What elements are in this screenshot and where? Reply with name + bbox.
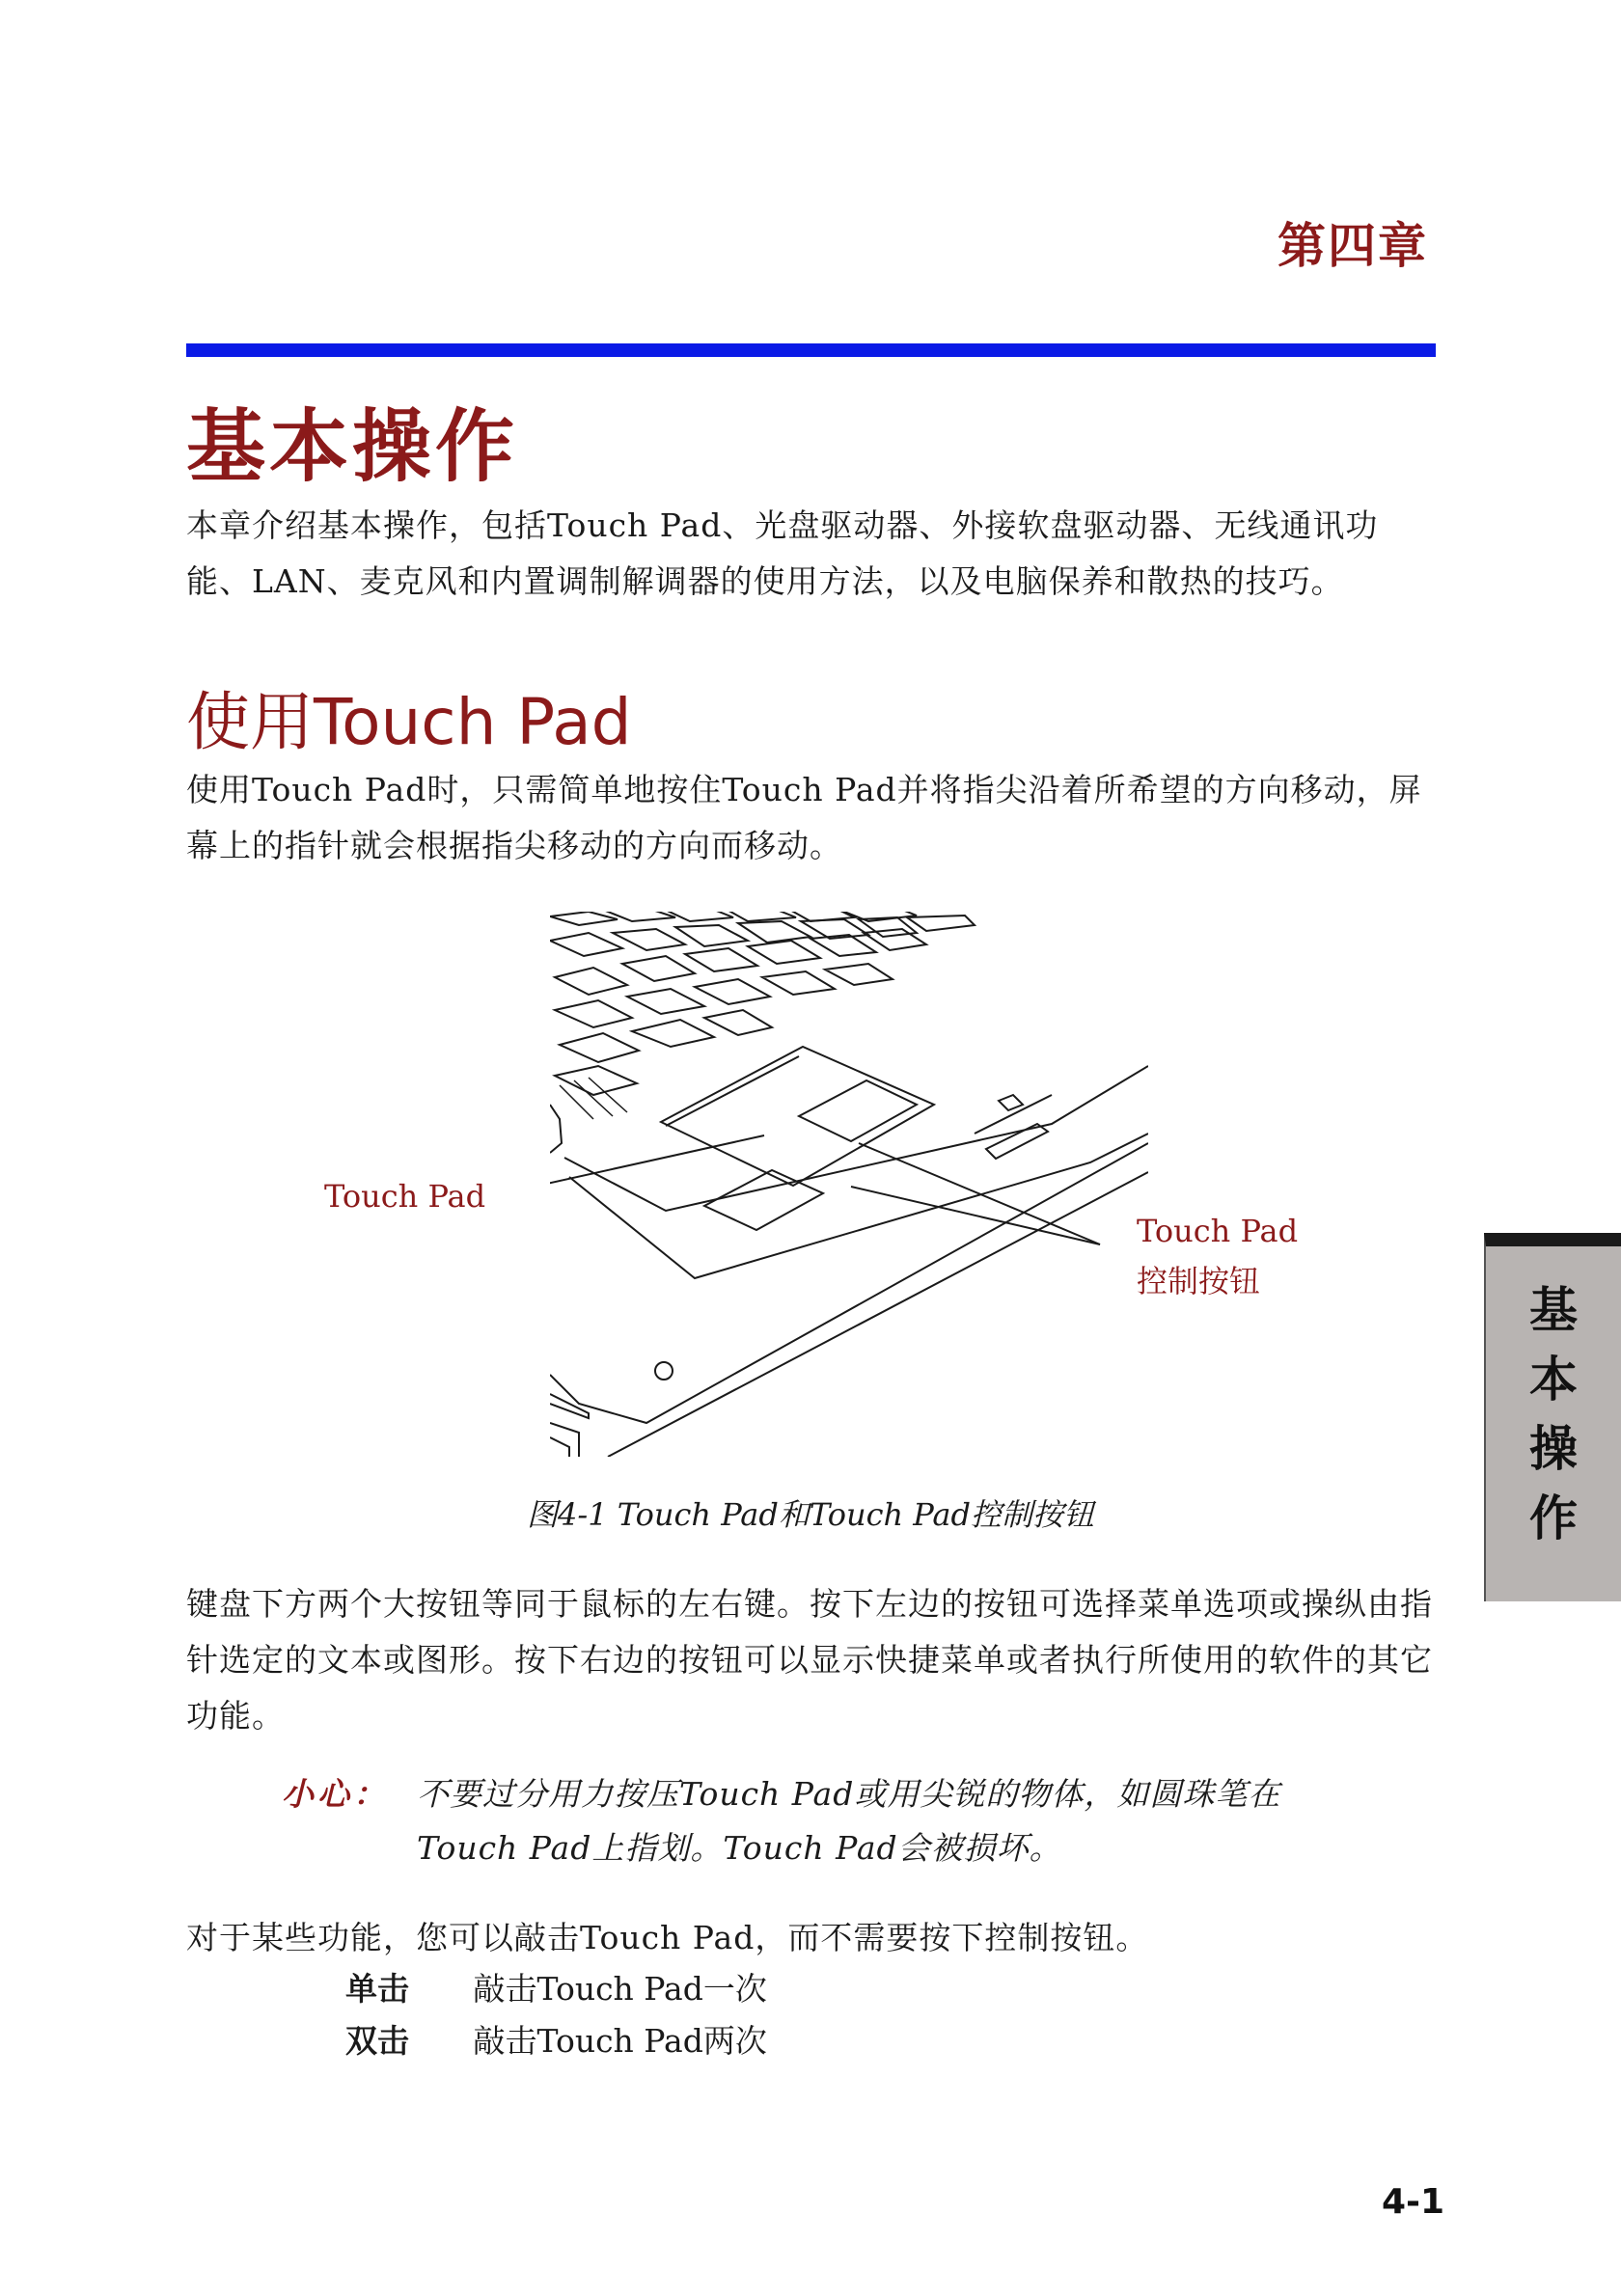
page-number: 4-1 — [1382, 2182, 1445, 2222]
section-title: 使用Touch Pad — [186, 685, 632, 759]
term-definition: 敲击Touch Pad两次 — [473, 2022, 767, 2060]
side-tab-char: 本 — [1529, 1352, 1578, 1408]
touchpad-paragraph-1: 使用Touch Pad时，只需简单地按住Touch Pad并将指尖沿着所希望的方向移动，屏幕上的指针就会根据指尖移动的方向而移动。 — [186, 771, 1422, 864]
keyboard-keys-drawing — [550, 912, 975, 1153]
chapter-side-tab — [1484, 1233, 1621, 1601]
intro-paragraph: 本章介绍基本操作，包括Touch Pad、光盘驱动器、外接软盘驱动器、无线通讯功能、LAN、麦克风和内置调制解调器的使用方法，以及电脑保养和散热的技巧。 — [186, 506, 1379, 600]
touchpad-illustration — [550, 912, 1148, 1457]
term-row-single-tap — [345, 1964, 767, 2014]
figure-caption: 图4-1 Touch Pad和Touch Pad控制按钮 — [527, 1496, 1094, 1533]
side-tab-char: 基 — [1529, 1282, 1578, 1338]
side-tab-char: 操 — [1529, 1421, 1578, 1477]
term-label: 单击 — [345, 1970, 409, 2008]
chapter-label: 第四章 — [1278, 218, 1428, 274]
term-label: 双击 — [345, 2022, 409, 2060]
figure-label-buttons-2: 控制按钮 — [1137, 1263, 1261, 1299]
term-definition: 敲击Touch Pad一次 — [473, 1970, 767, 2008]
caution-label: 小心： — [282, 1775, 389, 1813]
figure-label-buttons-1: Touch Pad — [1137, 1213, 1299, 1249]
page-title: 基本操作 — [186, 401, 519, 493]
header-rule — [186, 343, 1436, 357]
touchpad-paragraph-3: 对于某些功能，您可以敲击Touch Pad，而不需要按下控制按钮。 — [186, 1919, 1149, 1956]
figure-label-touchpad: Touch Pad — [324, 1178, 486, 1215]
laptop-body-drawing — [550, 1066, 1148, 1457]
term-row-double-tap — [345, 2016, 767, 2066]
side-tab-char: 作 — [1529, 1490, 1578, 1546]
touchpad-paragraph-2: 键盘下方两个大按钮等同于鼠标的左右键。按下左边的按钮可选择菜单选项或操纵由指针选定的文本或图形。按下右边的按钮可以显示快捷菜单或者执行所使用的软件的其它功能。 — [186, 1585, 1433, 1735]
touchpad-buttons-drawing — [704, 1080, 917, 1230]
caution-text: 不要过分用力按压Touch Pad或用尖锐的物体，如圆珠笔在Touch Pad上指划。Touch Pad会被损坏。 — [417, 1775, 1281, 1867]
